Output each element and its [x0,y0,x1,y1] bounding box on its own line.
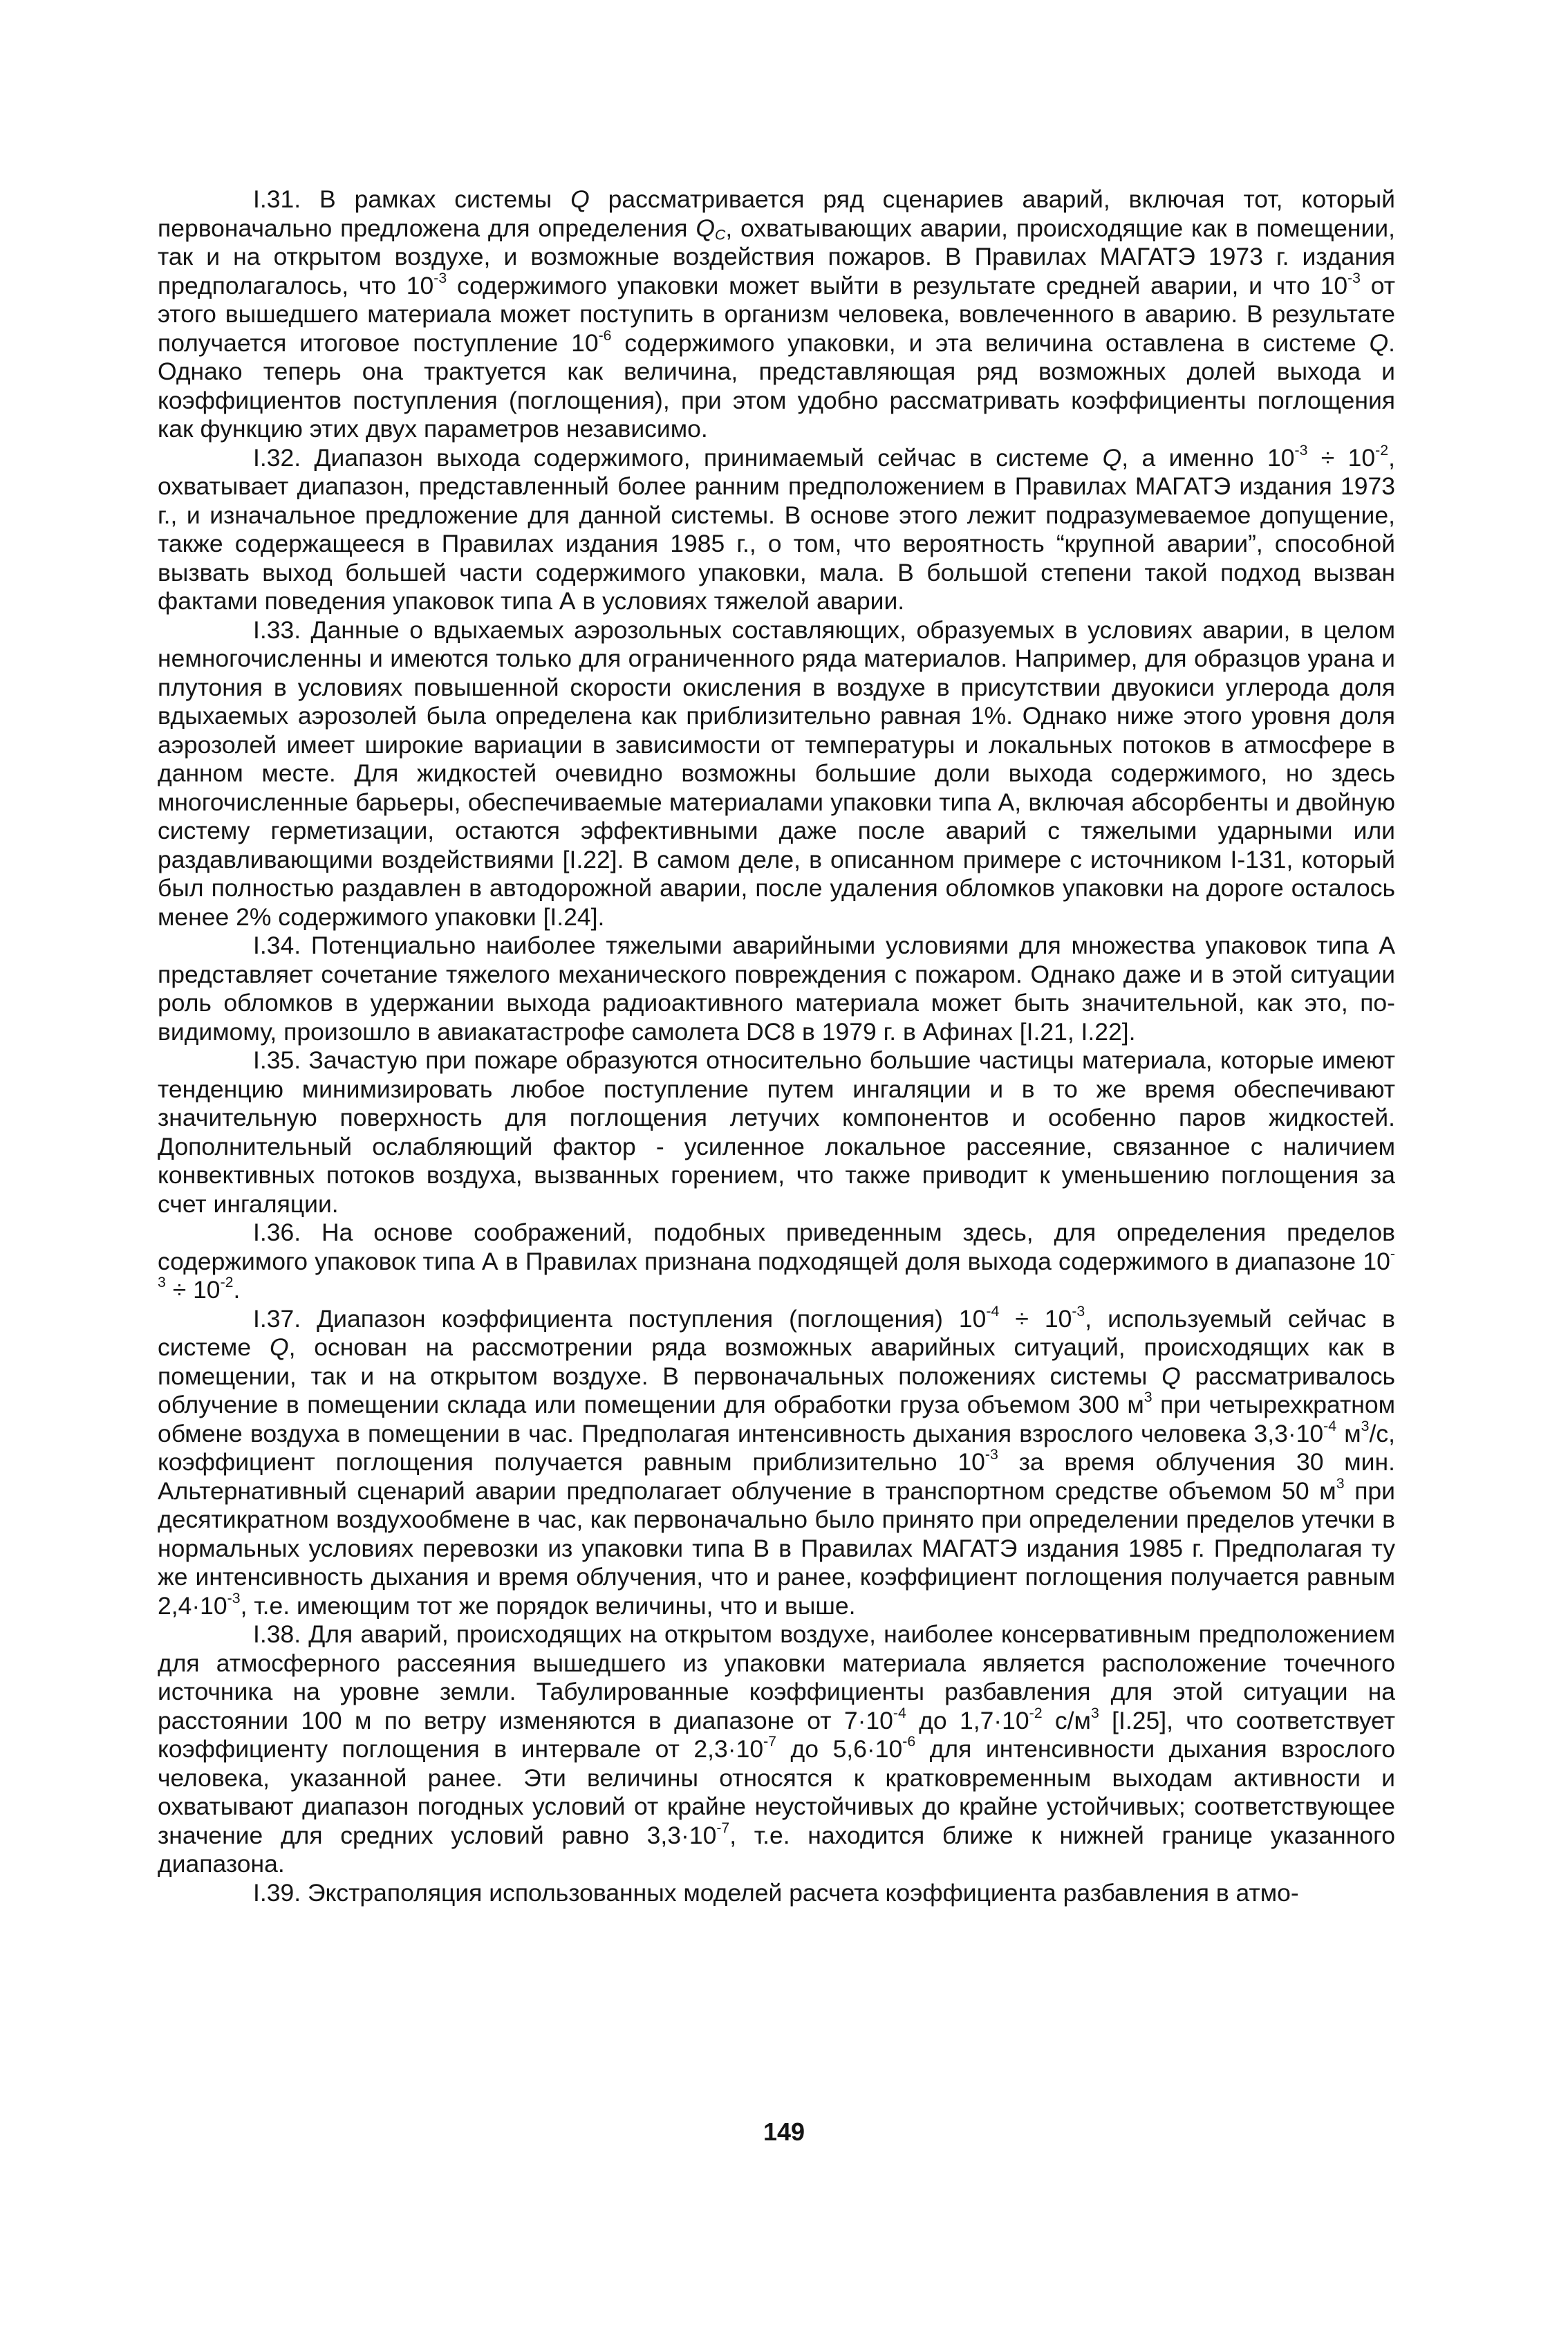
page-number: 149 [763,2118,805,2146]
text-run: , а именно 10 [1121,443,1295,472]
superscript: -2 [1029,1704,1043,1721]
text-run: до 1,7·10 [906,1706,1029,1734]
text-run: ÷ 10 [165,1276,221,1304]
paragraph [158,1046,1395,1219]
text-run: м [1336,1419,1361,1447]
paragraph [158,616,1395,932]
superscript: -3 [1072,1302,1085,1319]
text-run: при десятикратном воздухообмене в час, как первоначально было принято при определении пределов утечки в нормальных условиях перевозки из упаковки типа В в Правилах МАГАТЭ издания 1985 г. Предполагая ту же интенсивность дыхания и время облучения, что и ранее, коэффициент поглощения получается равным 2,4·10 [158,1476,1395,1620]
text-run: при четырехкратном обмене воздуха в помещении в час. Предполагая интенсивность дыхания взрослого человека 3,3·10 [158,1391,1395,1447]
text-run: I.33. Данные о вдыхаемых аэрозольных составляющих, образуемых в условиях аварии, в целом немногочисленны и имеются только для ограниченного ряда материалов. Например, для образцов урана и плутония в условиях повышенной скорости окисления в воздухе в присутствии двуокиси углерода доля вдыхаемых аэрозолей была определена как приблизительно равная 1%. Однако ниже этого уровня доля аэрозолей имеет широкие вариации в зависимости от температуры и локальных потоков в атмосфере в данном месте. Для жидкостей очевидно возможны большие доли выхода содержимого, но здесь многочисленные барьеры, обеспечиваемые материалами упаковки типа А, включая абсорбенты и двойную систему герметизации, остаются эффективными даже после аварий с тяжелыми ударными или раздавливающими воздействиями [I.22]. В самом деле, в описанном примере с источником I-131, который был полностью раздавлен в автодорожной аварии, после удаления обломков упаковки на дороге осталось менее 2% содержимого упаковки [I.24]. [158,615,1395,931]
superscript: -6 [902,1733,916,1750]
text-run: от этого вышедшего материала может поступить в организм человека, вовлеченного в аварию. В результате получается итоговое поступление 10 [158,271,1395,357]
paragraph [158,1879,1395,1908]
text-run: I.37. Диапазон коэффициента поступления (поглощения) 10 [253,1304,987,1333]
text-run: Q [1161,1362,1181,1390]
text-run: рассматривается ряд сценариев аварий, включая тот, который первоначально предложена для определения [158,185,1395,242]
text-run: до 5,6·10 [776,1735,903,1763]
text-run: , охватывающих аварии, происходящие как в помещении, так и на открытом воздухе, и возможные воздействия пожаров. В Правилах МАГАТЭ 1973 г. издания предполагалось, что 10 [158,214,1395,299]
text-run: . Однако теперь она трактуется как величина, представляющая ряд возможных долей выхода и коэффициентов поступления (поглощения), при этом удобно рассматривать коэффициенты поглощения как функцию этих двух параметров независимо. [158,328,1395,443]
superscript: -3 [1347,269,1361,286]
text-run: I.35. Зачастую при пожаре образуются относительно большие частицы материала, которые имеют тенденцию минимизировать любое поступление путем ингаляции и в то же время обеспечивают значительную поверхность для поглощения летучих компонентов и особенно паров жидкостей. Дополнительный ослабляющий фактор - усиленное локальное рассеяние, связанное с наличием конвективных потоков воздуха, вызванных горением, что также приводит к уменьшению поглощения за счет ингаляции. [158,1046,1395,1218]
text-run: . [233,1276,241,1304]
text-run: , т.е. имеющим тот же порядок величины, что и выше. [240,1591,856,1620]
text-run: рассматривалось облучение в помещении склада или помещении для обработки груза объемом 300 м [158,1362,1395,1418]
text-run: I.34. Потенциально наиболее тяжелыми аварийными условиями для множества упаковок типа А представляет сочетание тяжелого механического повреждения с пожаром. Однако даже и в этой ситуации роль обломков в удержании выхода радиоактивного материала может быть значительной, как это, по-видимому, произошло в авиакатастрофе самолета DC8 в 1979 г. в Афинах [I.21, I.22]. [158,932,1395,1046]
paragraph [158,185,1395,444]
text-run: , основан на рассмотрении ряда возможных аварийных ситуаций, происходящих как в помещении, так и на открытом воздухе. В первоначальных положениях системы [158,1333,1395,1390]
superscript: -6 [598,326,612,344]
superscript: -7 [716,1819,730,1836]
text-run: I.36. На основе соображений, подобных приведенным здесь, для определения пределов содержимого упаковок типа А в Правилах признана подходящей доля выхода содержимого в диапазоне 10 [158,1219,1395,1275]
text-run: , т.е. находится ближе к нижней границе указанного диапазона. [158,1821,1395,1878]
superscript: 3 [1144,1389,1152,1406]
text-run: Q [570,185,590,213]
text-run: I.32. Диапазон выхода содержимого, принимаемый сейчас в системе [253,443,1103,472]
paragraph [158,1620,1395,1879]
superscript: -4 [1323,1417,1337,1434]
text-run: , используемый сейчас в системе [158,1304,1395,1361]
paragraph [158,932,1395,1046]
superscript: -7 [763,1733,777,1750]
text-run: Q [696,214,715,242]
text-run: для интенсивности дыхания взрослого человека, указанной ранее. Эти величины относятся к кратковременным выходам активности и охватывают диапазон погодных условий от крайне неустойчивых до крайне устойчивых; соответствующее значение для средних условий равно 3,3·10 [158,1735,1396,1849]
superscript: -3 [158,1245,1395,1291]
text-run: I.31. В рамках системы [253,185,571,213]
page-body [158,185,1395,1907]
paragraph [158,1219,1395,1305]
superscript: 3 [1361,1417,1370,1434]
text-run: содержимого упаковки может выйти в результате средней аварии, и что 10 [447,271,1348,299]
superscript: 3 [1090,1704,1099,1721]
text-run: I.38. Для аварий, происходящих на открытом воздухе, наиболее консервативным предположением для атмосферного рассеяния вышедшего из упаковки материала является расположение точечного источника на уровне земли. Табулированные коэффициенты разбавления для этой ситуации на расстоянии 100 м по ветру изменяются в диапазоне от 7·10 [158,1620,1395,1734]
superscript: -4 [986,1302,1000,1319]
subscript: C [714,225,726,243]
text-run: за время облучения 30 мин. Альтернативный сценарий аварии предполагает облучение в транспортном средстве объемом 50 м [158,1448,1395,1505]
text-run: Q [1369,328,1389,357]
text-run: /с, коэффициент поглощения получается равным приблизительно 10 [158,1419,1395,1476]
text-run: с/м [1042,1706,1091,1734]
text-run: Q [1102,443,1122,472]
superscript: -2 [220,1274,234,1291]
superscript: -3 [1294,441,1308,459]
text-run: ÷ 10 [1307,443,1376,472]
superscript: -3 [984,1446,998,1463]
superscript: 3 [1336,1474,1345,1492]
text-run: ÷ 10 [999,1304,1072,1333]
text-run: I.39. Экстраполяция использованных моделей расчета коэффициента разбавления в атмо- [253,1878,1299,1907]
paragraph [158,441,1395,616]
text-run: Q [269,1333,289,1361]
text-run: [I.25], что соответствует коэффициенту поглощения в интервале от 2,3·10 [158,1706,1395,1763]
superscript: -4 [893,1704,906,1721]
text-run: , охватывает диапазон, представленный более ранним предположением в Правилах МАГАТЭ издания 1973 г., и изначальное предложение для данной системы. В основе этого лежит подразумеваемое допущение, также содержащееся в Правилах издания 1985 г., о том, что вероятность “крупной аварии”, способной вызвать выход большей части содержимого упаковки, мала. В большой степени такой подход вызван фактами поведения упаковок типа А в условиях тяжелой аварии. [158,443,1395,615]
text-run: содержимого упаковки, и эта величина оставлена в системе [611,328,1370,357]
superscript: -3 [227,1589,241,1606]
paragraph [158,1302,1395,1621]
superscript: -2 [1375,441,1389,459]
superscript: -3 [433,269,447,286]
